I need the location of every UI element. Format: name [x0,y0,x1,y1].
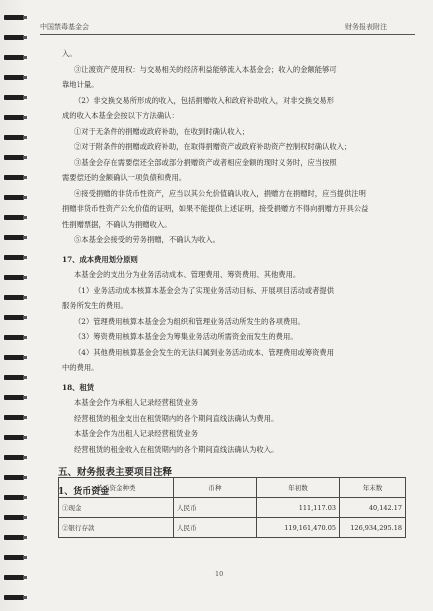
section-18-heading: 18、租赁 [62,382,95,392]
binding-ring [4,155,24,160]
binding-ring [4,295,24,300]
text-line: ②对于附条件的捐赠或政府补助，在取得捐赠资产或政府补助资产控制权时确认收入； [74,142,352,151]
binding-ring [4,95,24,100]
cash-subheading: 1、货币资金 [58,486,110,497]
table-cell: ①现金 [59,498,174,518]
binding-ring [4,415,24,420]
header-section-name: 财务报表附注 [345,23,387,31]
binding-ring [4,195,24,200]
table-cell: 119,161,470.05 [257,518,340,538]
text-line: 本基金会作为出租人记录经营租赁业务 [74,429,199,438]
text-line: 中的费用。 [62,363,99,372]
binding-ring [4,35,24,40]
table-cell: 人民币 [174,518,257,538]
text-line: 服务所发生的费用。 [62,301,128,310]
text-line: （2）非交换交易所形成的收入，包括捐赠收入和政府补助收入，对非交换交易形 [74,95,335,105]
text-line: （1）业务活动成本核算本基金会为了实现业务活动目标、开展项目活动或者提供 [74,285,335,295]
text-line: 成的收入本基金会按以下方法确认： [62,111,179,120]
column-header: 年末数 [340,478,406,498]
binding-ring [4,15,24,20]
page-header [40,22,415,34]
table-cell: 126,934,295.18 [340,518,406,538]
binding-ring [4,555,24,560]
cash-table [58,477,406,538]
text-line: ①对于无条件的捐赠或政府补助，在收到时确认收入； [74,126,250,136]
text-line: 本基金会的支出分为业务活动成本、管理费用、筹资费用、其他费用。 [74,270,301,279]
text-line: ⑤本基金会接受的劳务捐赠，不确认为收入。 [74,235,220,244]
binding-ring [4,315,24,320]
text-line: ③基金会存在需要偿还全部或部分捐赠资产或者相应金额的现时义务时，应当按照 [74,157,337,167]
binding-ring [4,175,24,180]
binding-ring [4,515,24,520]
binding-ring [4,215,24,220]
binding-ring [4,275,24,280]
ring-binding [0,0,28,611]
text-line: （2）管理费用核算本基金会为组织和管理业务活动所发生的各项费用。 [74,316,305,326]
column-header: 货币资金种类 [59,478,174,498]
section-17-heading: 17、成本费用划分原则 [62,254,138,264]
text-line: 经营租赁的租金支出在租赁期内的各个期间直线法确认为费用。 [74,413,279,423]
binding-ring [4,55,24,60]
text-line: ③让渡资产使用权：与交易相关的经济利益能够流入本基金会；收入的金额能够可 [74,64,337,74]
binding-ring [4,535,24,540]
table-row [59,518,406,538]
binding-ring [4,355,24,360]
binding-ring [4,475,24,480]
text-line: （3）筹资费用核算本基金会为筹集业务活动所需资金而发生的费用。 [74,332,298,341]
table-row [59,498,406,518]
binding-ring [4,75,24,80]
text-line: 经营租赁的租金收入在租赁期内的各个期间直线法确认为收入。 [74,444,279,454]
table-cell: 111,117.03 [257,498,340,518]
document-body [58,46,413,500]
header-org-name: 中国禁毒基金会 [40,23,89,31]
binding-ring [4,575,24,580]
binding-ring [4,135,24,140]
text-line: ④接受捐赠的非货币性资产，应当以其公允价值确认收入，捐赠方在捐赠时，应当提供注明 [74,188,366,198]
table-cell: 人民币 [174,498,257,518]
binding-ring [4,255,24,260]
binding-ring [4,235,24,240]
header-rule [40,34,415,35]
text-line: 本基金会作为承租人记录经营租赁业务 [74,398,199,407]
table-cell: ②银行存款 [59,518,174,538]
binding-ring [4,335,24,340]
column-header: 年初数 [257,478,340,498]
text-line: 靠地计量。 [62,80,99,89]
text-line: 需要偿还的金额确认一项负债和费用。 [62,173,187,182]
text-line: 捐赠非货币性资产公允价值的证明，如果不能提供上述证明，接受捐赠方不得向捐赠方开具公益 [62,204,369,213]
text-line: （4）其他费用核算基金会发生的无法归属到业务活动成本、管理费用或筹资费用 [74,347,335,357]
text-line: 入。 [62,49,77,58]
table-cell: 40,142.17 [340,498,406,518]
binding-ring [4,115,24,120]
binding-ring [4,595,24,600]
column-header: 币种 [174,478,257,498]
text-line: 性捐赠票据，不确认为捐赠收入。 [62,219,172,229]
binding-ring [4,455,24,460]
binding-ring [4,435,24,440]
binding-ring [4,495,24,500]
section-5-heading: 五、财务报表主要项目注释 [58,467,173,478]
binding-ring [4,375,24,380]
table-header-row [59,478,406,498]
binding-ring [4,395,24,400]
page-number: 10 [215,570,224,578]
